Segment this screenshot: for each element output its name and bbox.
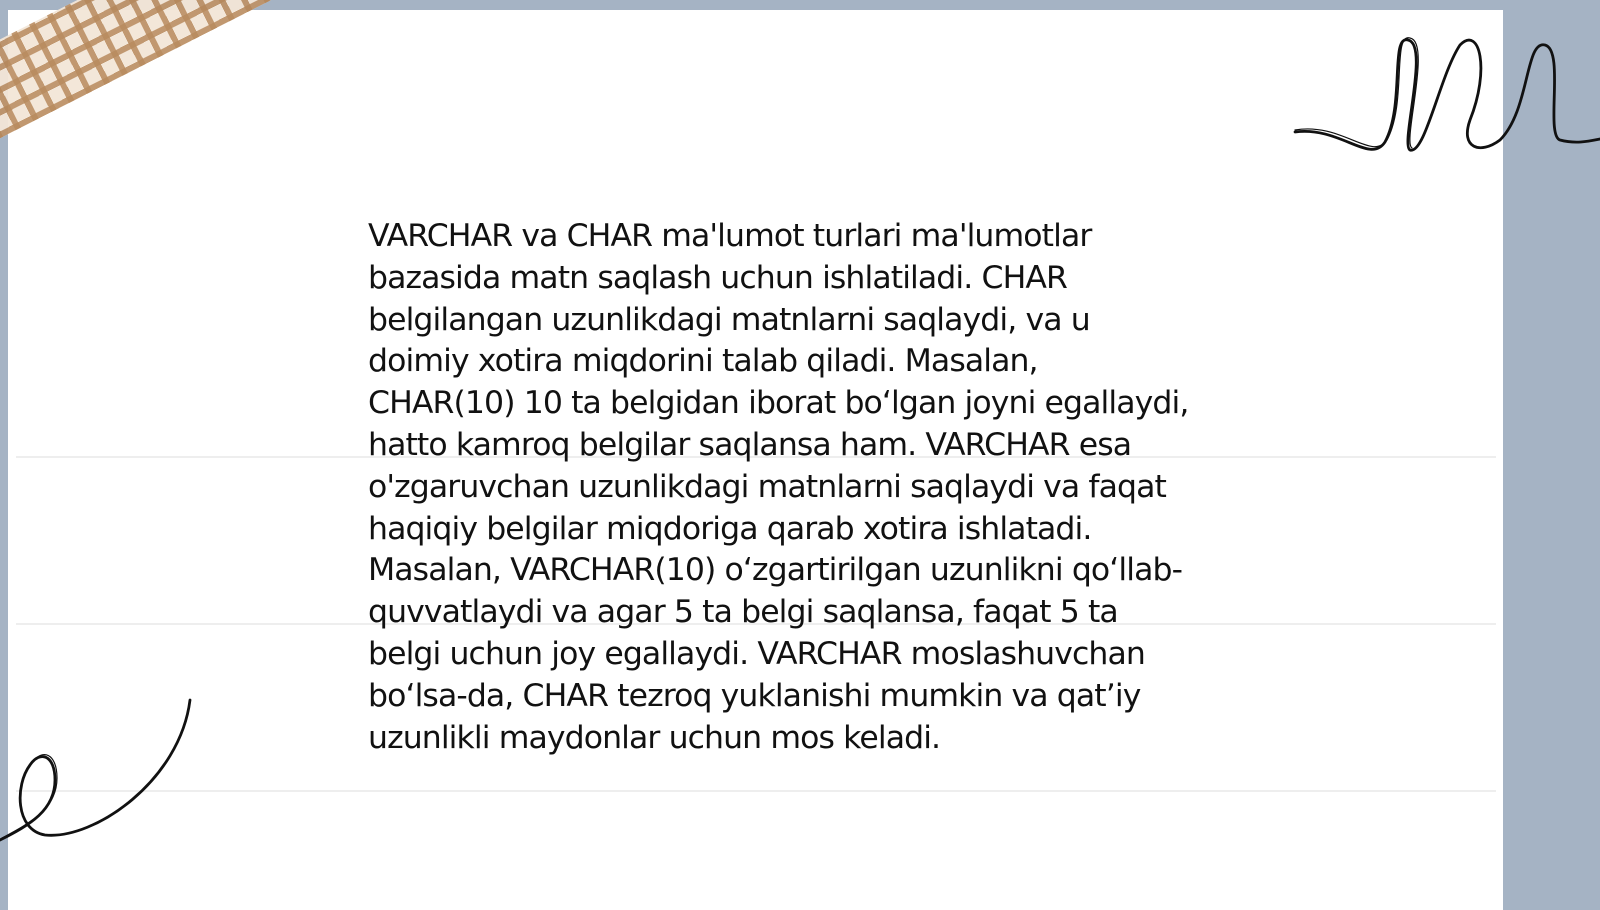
paper-sheet (8, 10, 1503, 910)
loop-squiggle-doodle (1290, 30, 1600, 170)
ruled-line (16, 790, 1496, 792)
swirl-doodle (0, 700, 200, 860)
body-text: VARCHAR va CHAR ma'lumot turlari ma'lumotlar bazasida matn saqlash uchun ishlatiladi. CHAR belgilangan uzunlikdagi matnlarni saqlaydi, va u doimiy xotira miqdorini talab qiladi. Masalan, CHAR(10) 10 ta belgidan iborat bo‘lgan joyni egallaydi, hatto kamroq belgilar saqlansa ham. VARCHAR esa o'zgaruvchan uzunlikdagi matnlarni saqlaydi va faqat haqiqiy belgilar miqdoriga qarab xotira ishlatadi. Masalan, VARCHAR(10) o‘zgartirilgan uzunlikni qo‘llab- quvvatlaydi va agar 5 ta belgi saqlansa, faqat 5 ta belgi uchun joy egallaydi. VARCHAR moslashuvchan bo‘lsa-da, CHAR tezroq yuklanishi mumkin va qat’iy uzunlikli maydonlar uchun mos keladi. (368, 218, 1189, 756)
